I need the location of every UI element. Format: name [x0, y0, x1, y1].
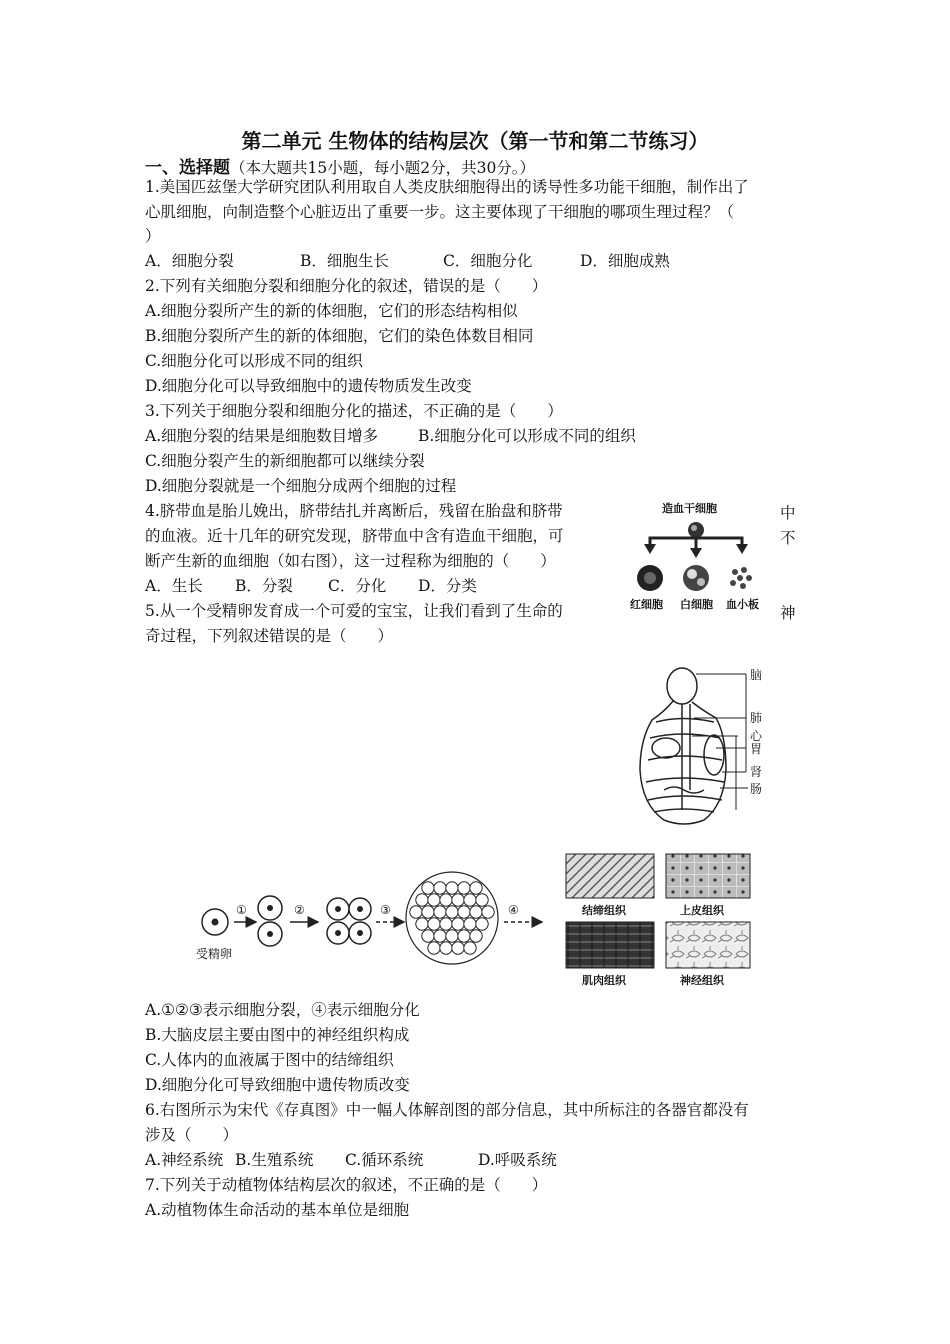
step-3-label: ③	[380, 903, 391, 917]
q4-line-3: 断产生新的血细胞（如右图），这一过程称为细胞的（ ）	[145, 552, 556, 570]
cluster-cell	[434, 930, 446, 942]
anatomy-label-intestine: 肠	[750, 782, 763, 796]
cluster-cell	[416, 918, 428, 930]
cluster-cell	[458, 882, 470, 894]
section-heading	[145, 153, 535, 178]
muscle-tissue-label: 肌肉组织	[582, 974, 626, 987]
fertilized-egg-label: 受精卵	[196, 947, 233, 961]
anatomy-label-brain: 脑	[750, 668, 763, 682]
stem-cell-label: 造血干细胞	[662, 502, 717, 515]
cluster-cell	[422, 882, 434, 894]
q7-option-a: A.动植物体生命活动的基本单位是细胞	[145, 1201, 410, 1219]
development-figure	[190, 850, 760, 998]
human-body-outline	[640, 668, 726, 824]
q2-option-c: C.细胞分化可以形成不同的组织	[145, 352, 363, 370]
cluster-cell	[440, 918, 452, 930]
q5-option-d: D.细胞分化可导致细胞中遗传物质改变	[145, 1076, 410, 1094]
q4-line-2-tail: 不	[780, 529, 796, 547]
arrow-down-icon	[736, 544, 748, 554]
q7-stem: 7.下列关于动植物体结构层次的叙述，不正确的是（ ）	[145, 1176, 548, 1194]
cluster-cell	[440, 942, 452, 954]
q3-option-a: A.细胞分裂的结果是细胞数目增多	[145, 427, 379, 445]
epithelial-tissue-image	[666, 854, 750, 898]
cluster-cell	[476, 918, 488, 930]
q4-line-1-tail: 中	[780, 504, 796, 522]
white-blood-cell-label: 白细胞	[680, 598, 713, 611]
q3-option-b: B.细胞分化可以形成不同的组织	[418, 427, 636, 445]
connective-tissue-label: 结缔组织	[582, 904, 626, 917]
cluster-cell	[434, 906, 446, 918]
nervous-tissue-label: 神经组织	[680, 974, 724, 987]
cluster-cell	[410, 906, 422, 918]
q1-option-c: C．细胞分化	[443, 252, 533, 270]
four-cell-icon	[327, 898, 371, 944]
cluster-cell	[434, 882, 446, 894]
stem-cell-figure	[622, 498, 774, 620]
q5-line-2: 奇过程，下列叙述错误的是（ ）	[145, 627, 394, 645]
cluster-cell	[452, 894, 464, 906]
q5-option-c: C.人体内的血液属于图中的结缔组织	[145, 1051, 394, 1069]
q5-line-1-tail: 神	[780, 604, 796, 622]
anatomy-label-lung: 肺	[750, 711, 763, 725]
cluster-cell	[416, 894, 428, 906]
anatomy-label-stomach: 胃	[750, 742, 763, 756]
connective-tissue-image	[566, 854, 654, 898]
cluster-cell	[458, 906, 470, 918]
section-note: （本大题共15小题，每小题2分，共30分。）	[230, 159, 536, 177]
cluster-cell	[470, 930, 482, 942]
arrow-down-icon	[644, 544, 656, 554]
cluster-cell	[422, 906, 434, 918]
cluster-cell	[470, 906, 482, 918]
q1-line-2: 心肌细胞，向制造整个心脏迈出了重要一步。这主要体现了干细胞的哪项生理过程？（	[145, 203, 735, 221]
q6-option-d: D.呼吸系统	[478, 1151, 557, 1169]
cluster-cell	[476, 894, 488, 906]
q6-option-a: A.神经系统	[145, 1151, 224, 1169]
q6-option-c: C.循环系统	[345, 1151, 424, 1169]
cluster-cell	[428, 942, 440, 954]
q1-option-a: A．细胞分裂	[145, 252, 234, 270]
q3-stem: 3.下列关于细胞分裂和细胞分化的描述，不正确的是（ ）	[145, 402, 563, 420]
q1-line-3: ）	[145, 227, 161, 245]
red-blood-cell-label: 红细胞	[630, 598, 663, 611]
cluster-cell	[464, 942, 476, 954]
q1-option-d: D．细胞成熟	[580, 252, 670, 270]
q5-line-1: 5.从一个受精卵发育成一个可爱的宝宝，让我们看到了生命的	[145, 602, 563, 620]
cluster-cell	[482, 906, 494, 918]
anatomy-figure	[634, 660, 774, 830]
cluster-cell	[428, 894, 440, 906]
q5-option-a: A.①②③表示细胞分裂，④表示细胞分化	[145, 1001, 420, 1019]
step-4-label: ④	[508, 903, 519, 917]
platelet-label: 血小板	[726, 598, 759, 611]
cluster-cell	[428, 918, 440, 930]
q5-option-b: B.大脑皮层主要由图中的神经组织构成	[145, 1026, 410, 1044]
q4-option-a: A．生长	[145, 577, 203, 595]
cluster-cell	[446, 906, 458, 918]
q1-line-1: 1.美国匹兹堡大学研究团队利用取自人类皮肤细胞得出的诱导性多功能干细胞，制作出了	[145, 178, 749, 196]
q4-line-1: 4.脐带血是胎儿娩出，脐带结扎并离断后，残留在胎盘和脐带	[145, 502, 563, 520]
cluster-cell	[422, 930, 434, 942]
section-label: 一、选择题	[145, 158, 230, 178]
muscle-tissue-image	[566, 922, 654, 968]
epithelial-tissue-label: 上皮组织	[680, 904, 724, 917]
two-cell-icon	[258, 896, 282, 946]
q2-option-d: D.细胞分化可以导致细胞中的遗传物质发生改变	[145, 377, 472, 395]
q2-option-a: A.细胞分裂所产生的新的体细胞，它们的形态结构相似	[145, 302, 518, 320]
cluster-cell	[464, 894, 476, 906]
q2-stem: 2.下列有关细胞分裂和细胞分化的叙述，错误的是（ ）	[145, 277, 548, 295]
q3-option-d: D.细胞分裂就是一个细胞分成两个细胞的过程	[145, 477, 457, 495]
step-2-label: ②	[294, 903, 305, 917]
cluster-cell	[464, 918, 476, 930]
cluster-cell	[446, 882, 458, 894]
cluster-cell	[452, 942, 464, 954]
cluster-cell	[446, 930, 458, 942]
q4-line-2: 的血液。近十几年的研究发现，脐带血中含有造血干细胞，可	[145, 527, 564, 545]
q3-option-c: C.细胞分裂产生的新细胞都可以继续分裂	[145, 452, 425, 470]
anatomy-label-heart: 心	[750, 729, 763, 743]
cluster-cell	[470, 882, 482, 894]
q4-option-d: D．分类	[418, 577, 477, 595]
anatomy-label-kidney: 肾	[750, 765, 763, 779]
step-1-label: ①	[236, 903, 247, 917]
nervous-tissue-image	[666, 922, 750, 968]
q4-option-b: B．分裂	[235, 577, 293, 595]
cluster-cell	[452, 918, 464, 930]
q1-option-b: B．细胞生长	[300, 252, 389, 270]
platelet-icon	[730, 567, 752, 589]
cluster-cell	[458, 930, 470, 942]
cell-cluster-icon	[406, 872, 498, 964]
q6-line-1: 6.右图所示为宋代《存真图》中一幅人体解剖图的部分信息，其中所标注的各器官都没有	[145, 1101, 749, 1119]
q4-option-c: C．分化	[328, 577, 387, 595]
q6-line-2: 涉及（ ）	[145, 1126, 239, 1144]
white-blood-cell-icon	[683, 565, 709, 591]
page-title: 第二单元 生物体的结构层次（第一节和第二节练习）	[241, 129, 709, 153]
arrow-down-icon	[690, 548, 702, 558]
q6-option-b: B.生殖系统	[235, 1151, 314, 1169]
q2-option-b: B.细胞分裂所产生的新的体细胞，它们的染色体数目相同	[145, 327, 534, 345]
cluster-cell	[440, 894, 452, 906]
